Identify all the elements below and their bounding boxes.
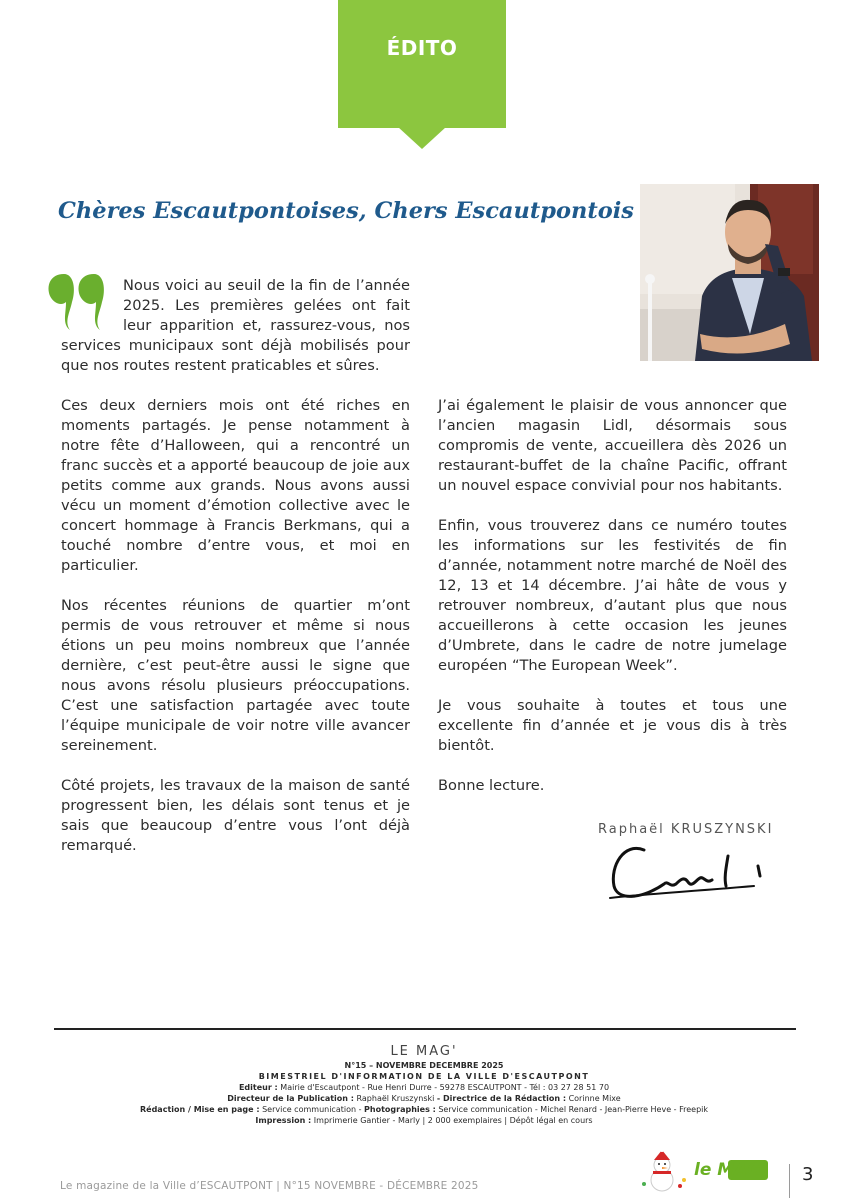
colophon-subtitle: BIMESTRIEL D'INFORMATION DE LA VILLE D'ESCAUTPONT (258, 1072, 590, 1081)
intro-paragraph (61, 276, 410, 376)
colophon-editor (0, 1082, 848, 1093)
colophon-print (0, 1115, 848, 1126)
page-separator (789, 1164, 790, 1198)
mayor-photo (640, 184, 819, 361)
editor-label: Editeur : (238, 1083, 278, 1092)
handwritten-signature (604, 836, 774, 908)
divider (54, 1028, 796, 1030)
separator: - (436, 1094, 443, 1103)
footer-text: Le magazine de la Ville d’ESCAUTPONT | N°15 NOVEMBRE - DÉCEMBRE 2025 (60, 1180, 479, 1192)
right-paragraph: J’ai également le plaisir de vous annoncer que l’ancien magasin Lidl, désormais sous compromis de vente, accueillera dès 2026 un restaurant-buffet de la chaîne Pacific, offrant un nouvel espace convivial pour nos habitants. (438, 397, 787, 494)
left-paragraph: Côté projets, les travaux de la maison de santé progressent bien, les délais sont tenus et je sais que beaucoup d’entre vous l’ont déjà remarqué. (61, 777, 410, 854)
colophon (0, 1044, 848, 1126)
colophon-title: LE MAG' (390, 1044, 458, 1059)
redaction-value: Service communication - (259, 1105, 365, 1114)
photo-label: Photographies : (364, 1105, 436, 1114)
left-column (61, 396, 410, 876)
redaction-label: Rédaction / Mise en page : (139, 1105, 260, 1114)
left-paragraph: Nos récentes réunions de quartier m’ont permis de vous retrouver et même si nous étions un peu moins nombreux que l’année dernière, c’est peut-être aussi le signe que nous avons résolu plusieurs préoccupations. C’est une satisfaction partagée avec toute l’équipe municipale de voir notre ville avancer sereinement. (61, 597, 410, 754)
signer-name: Raphaël KRUSZYNSKI (598, 822, 774, 837)
editorial-heading: Chères Escautpontoises, Chers Escautpontois (58, 198, 634, 224)
editor-value: Mairie d'Escautpont - Rue Henri Durre - 59278 ESCAUTPONT - Tél : 03 27 28 51 70 (277, 1083, 610, 1092)
colophon-direction (0, 1093, 848, 1104)
left-paragraph: Ces deux derniers mois ont été riches en moments partagés. Je pense notamment à notre fête d’Halloween, qui a rencontré un franc succès et a apporté beaucoup de joie aux petits comme aux grands. Nous avons aussi vécu un moment d’émotion collective avec le concert hommage à Francis Berkmans, qui a touché nombre d’entre vous, et moi en particulier. (61, 397, 410, 574)
edito-tab (338, 0, 506, 128)
edito-tab-arrow (398, 127, 446, 149)
print-label: Impression : (255, 1116, 312, 1125)
right-paragraph: Enfin, vous trouverez dans ce numéro toutes les informations sur les festivités de fin d’année, notamment notre marché de Noël des 12, 13 et 14 décembre. J’ai hâte de vous y retrouver nombreux, d’autant plus que nous accueillerons à cette occasion les jeunes d’Umbrete, dans le cadre de notre jumelage européen “The European Week”. (438, 517, 787, 674)
right-column (438, 396, 787, 816)
quote-space (61, 276, 123, 334)
photo-value: Service communication - Michel Renard - Jean-Pierre Heve - Freepik (435, 1105, 709, 1114)
intro-text: Nous voici au seuil de la fin de l’année 2025. Les premières gelées ont fait leur apparition et, rassurez-vous, nos services municipaux sont déjà mobilisés pour que nos routes restent praticables et sûres. (61, 277, 410, 374)
right-paragraph: Je vous souhaite à toutes et tous une excellente fin d’année et je vous dis à très bientôt. (438, 697, 787, 754)
page-number: 3 (802, 1164, 814, 1185)
section-label: ÉDITO (386, 36, 458, 60)
right-paragraph: Bonne lecture. (438, 777, 545, 794)
footer-logo-text: le MAG’ (694, 1160, 768, 1180)
colophon-redaction (0, 1104, 848, 1115)
director-value: Raphaël Kruszynski (353, 1094, 437, 1103)
redaction-director-label: Directrice de la Rédaction : (443, 1094, 567, 1103)
colophon-issue: N°15 – NOVEMBRE DECEMBRE 2025 (344, 1061, 504, 1070)
redaction-director-value: Corinne Mixe (566, 1094, 621, 1103)
director-label: Directeur de la Publication : (227, 1094, 354, 1103)
print-value: Imprimerie Gantier - Marly | 2 000 exemplaires | Dépôt légal en cours (311, 1116, 593, 1125)
